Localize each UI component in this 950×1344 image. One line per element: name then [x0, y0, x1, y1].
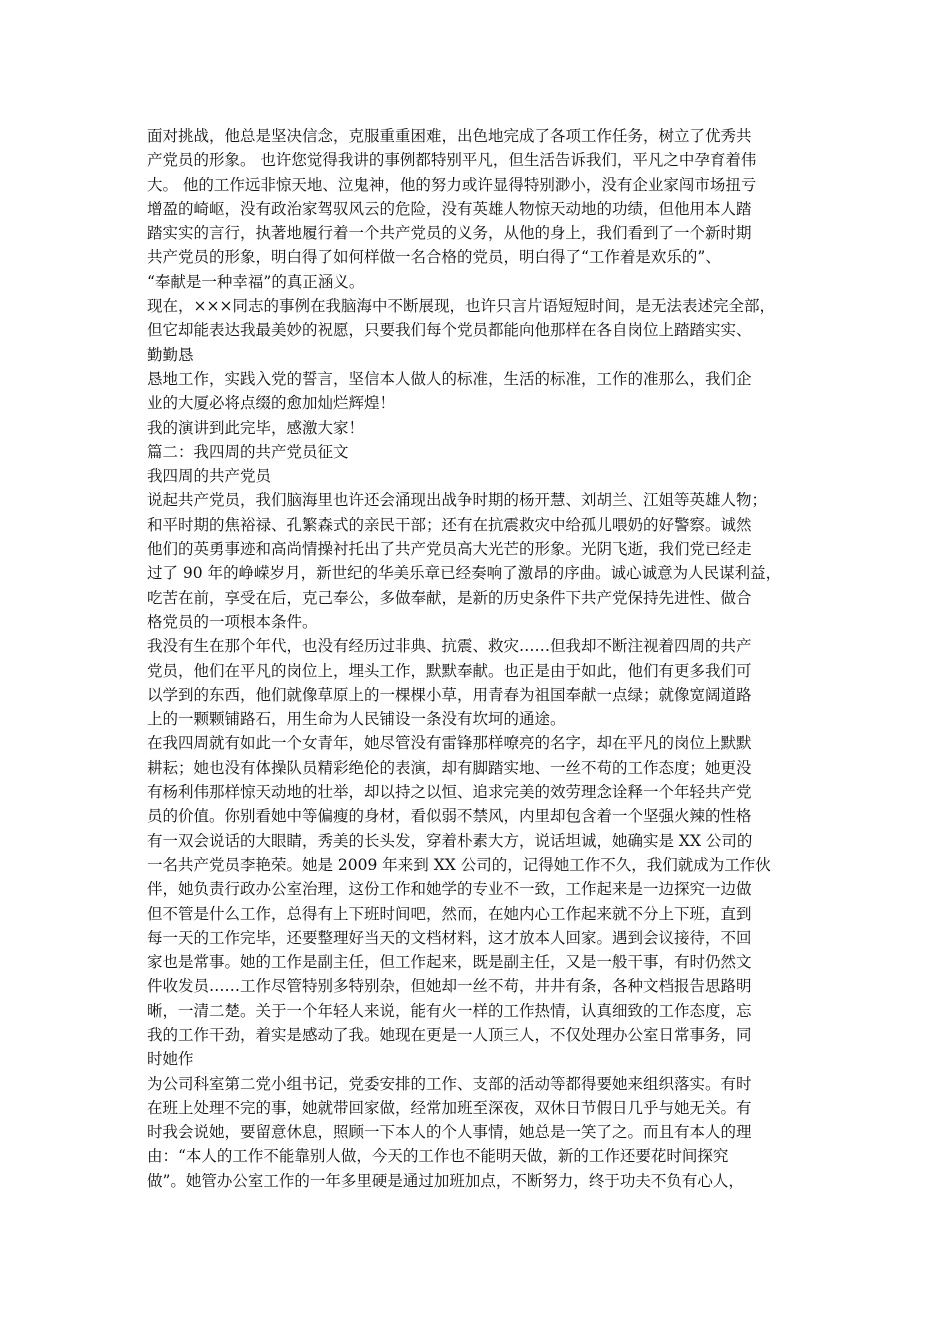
text-line: 为公司科室第二党小组书记，党委安排的工作、支部的活动等都得要她来组织落实。有时 [147, 1074, 752, 1093]
text-line: 一名共产党员李艳荣。她是 2009 年来到 XX 公司的，记得她工作不久，我们就成为工作伙 [147, 855, 771, 874]
text-line: 有杨利伟那样惊天动地的壮举，却以持之以恒、追求完美的效劳理念诠释一个年轻共产党 [147, 783, 752, 802]
text-line: 党员，他们在平凡的岗位上，埋头工作，默默奉献。也正是由于如此，他们有更多我们可 [147, 661, 752, 680]
text-line: 业的大厦必将点缀的愈加灿烂辉煌！ [147, 394, 396, 413]
text-line: 晰，一清二楚。关于一个年轻人来说，能有火一样的工作热情，认真细致的工作态度，忘 [147, 1001, 752, 1020]
text-line: 做”。她管办公室工作的一年多里硬是通过加班加点，不断努力，终于功夫不负有心人， [147, 1171, 744, 1190]
text-line: 以学到的东西，他们就像草原上的一棵棵小草，用青春为祖国奉献一点绿；就像宽阔道路 [147, 685, 752, 704]
text-line: 在我四周就有如此一个女青年，她尽管没有雷锋那样嘹亮的名字，却在平凡的岗位上默默 [147, 734, 752, 753]
text-line: “奉献是一种幸福”的真正涵义。 [147, 272, 365, 291]
text-line: 我的演讲到此完毕，感激大家！ [147, 418, 365, 437]
text-line: 上的一颗颗铺路石，用生命为人民铺设一条没有坎坷的通途。 [147, 710, 566, 729]
text-line: 家也是常事。她的工作是副主任，但工作起来，既是副主任，又是一般干事，有时仍然文 [147, 953, 752, 972]
text-line: 过了 90 年的峥嵘岁月，新世纪的华美乐章已经奏响了激昂的序曲。诚心诚意为人民谋利益， [147, 564, 782, 583]
text-line: 大。 他的工作远非惊天地、泣鬼神，他的努力或许显得特别渺小，没有企业家闯市场扭亏 [147, 175, 757, 194]
text-line: 说起共产党员，我们脑海里也许还会涌现出战争时期的杨开慧、刘胡兰、江姐等英雄人物； [147, 491, 768, 510]
text-line: 件收发员……工作尽管特别多特别杂，但她却一丝不苟，井井有条，各种文档报告思路明 [147, 977, 752, 996]
text-line: 时我会说她，要留意休息，照顾一下本人的个人事情，她总是一笑了之。而且有本人的理 [147, 1123, 752, 1142]
text-line: 共产党员的形象，明白得了如何样做一名合格的党员，明白得了“工作着是欢乐的”、 [147, 248, 721, 267]
text-line: 但不管是什么工作，总得有上下班时间吧，然而，在她内心工作起来就不分上下班，直到 [147, 904, 752, 923]
document-body [147, 124, 819, 1193]
section-heading: 篇二：我四周的共产党员征文 [147, 442, 349, 461]
text-line: 格党员的一项根本条件。 [147, 612, 318, 631]
text-line: 在班上处理不完的事，她就带回家做，经常加班至深夜，双休日节假日几乎与她无关。有 [147, 1098, 752, 1117]
text-line: 有一双会说话的大眼睛，秀美的长头发，穿着朴素大方，说话坦诚，她确实是 XX 公司的 [147, 831, 753, 850]
article-title: 我四周的共产党员 [147, 467, 272, 486]
text-line: 时她作 [147, 1050, 194, 1069]
text-line: 每一天的工作完毕，还要整理好当天的文档材料，这才放本人回家。遇到会议接待，不回 [147, 928, 752, 947]
text-line: 勤勤恳 [147, 345, 194, 364]
text-line: 我的工作干劲，着实是感动了我。她现在更是一人顶三人，不仅处理办公室日常事务，同 [147, 1025, 752, 1044]
text-line: 面对挑战，他总是坚决信念，克服重重困难，出色地完成了各项工作任务，树立了优秀共 [147, 127, 752, 145]
text-line: 吃苦在前，享受在后，克己奉公，多做奉献，是新的历史条件下共产党保持先进性、做合 [147, 588, 752, 607]
text-line: 和平时期的焦裕禄、孔繁森式的亲民干部；还有在抗震救灾中给孤儿喂奶的好警察。诚然 [147, 515, 752, 534]
text-line: 踏实实的言行，执著地履行着一个共产党员的义务，从他的身上，我们看到了一个新时期 [147, 224, 752, 243]
text-line: 伴，她负责行政办公室治理，这份工作和她学的专业不一致，工作起来是一边探究一边做 [147, 880, 752, 899]
text-line: 恳地工作，实践入党的誓言，坚信本人做人的标准，生活的标准，工作的准那么，我们企 [147, 369, 752, 388]
text-line: 产党员的形象。 也许您觉得我讲的事例都特别平凡，但生活告诉我们，平凡之中孕育着伟 [147, 151, 757, 170]
text-line: 增盈的崎岖，没有政治家驾驭风云的危险，没有英雄人物惊天动地的功绩，但他用本人踏 [147, 199, 752, 218]
text-line: 现在，×××同志的事例在我脑海中不断展现，也许只言片语短短时间，是无法表述完全部， [147, 297, 775, 316]
text-line: 他们的英勇事迹和高尚情操衬托出了共产党员高大光芒的形象。光阴飞逝，我们党已经走 [147, 540, 752, 559]
text-line: 耕耘；她也没有体操队员精彩绝伦的表演，却有脚踏实地、一丝不苟的工作态度；她更没 [147, 758, 752, 777]
text-line: 员的价值。你别看她中等偏瘦的身材，看似弱不禁风，内里却包含着一个坚强火辣的性格 [147, 807, 752, 826]
text-line: 我没有生在那个年代，也没有经历过非典、抗震、救灾……但我却不断注视着四周的共产 [147, 637, 752, 656]
text-line: 但它却能表达我最美妙的祝愿，只要我们每个党员都能向他那样在各自岗位上踏踏实实、 [147, 321, 752, 340]
text-line: 由：“本人的工作不能靠别人做，今天的工作也不能明天做，新的工作还要花时间探究 [147, 1147, 729, 1166]
